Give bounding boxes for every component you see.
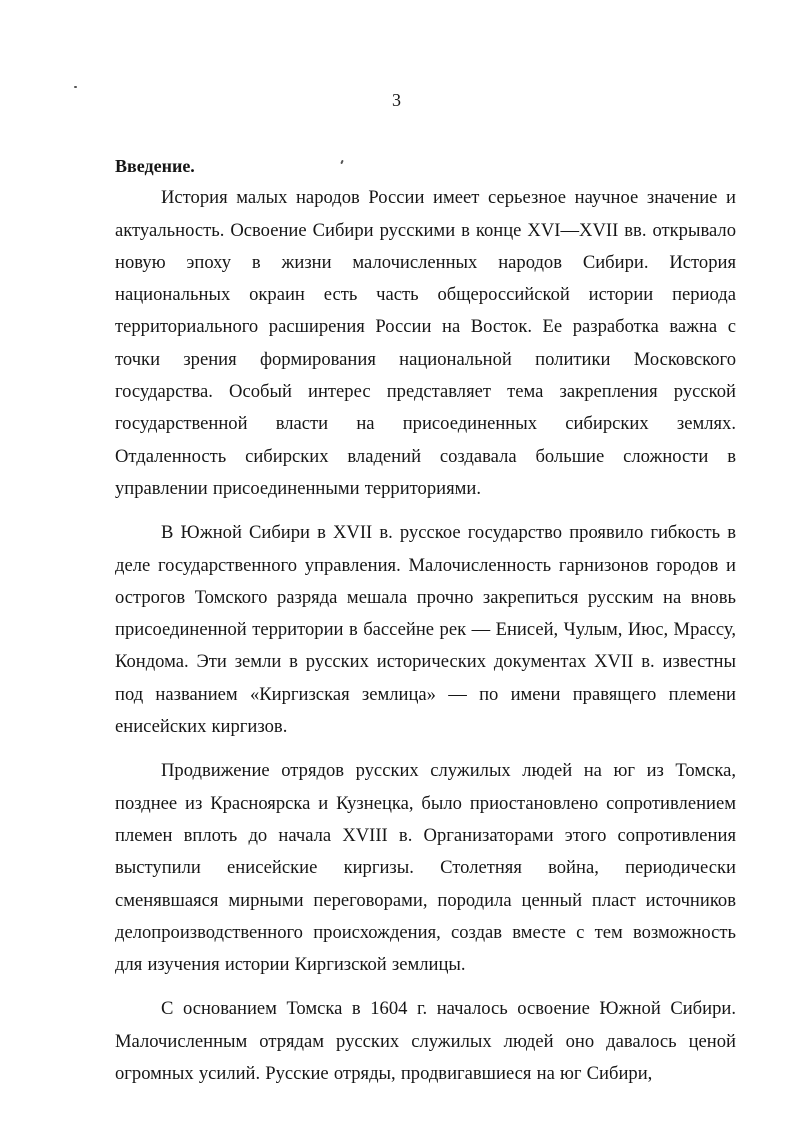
paragraph: В Южной Сибири в XVII в. русское государство проявило гибкость в деле государственного управления. Малочисленность гарнизонов городов и острогов Томского разряда мешала прочно закрепиться русским на вновь присоединенной территории в бассейне рек — Енисей, Чулым, Июс, Мрассу, Кондома. Эти земли в русских исторических документах XVII в. известны под названием «Киргизская землица» — по имени правящего племени енисейских киргизов.: [115, 522, 736, 738]
paragraph: Продвижение отрядов русских служилых людей на юг из Томска, позднее из Красноярска и Кузнецка, было приостановлено сопротивлением племен вплоть до начала XVIII в. Организаторами этого сопротивления выступили енисейские киргизы. Столетняя война, периодически сменявшаяся мирными переговорами, породила ценный пласт источников делопроизводственного происхождения, создав вместе с тем возможность для изучения истории Киргизской землицы.: [115, 760, 736, 976]
page-number: 3: [392, 90, 401, 110]
paragraph: С основанием Томска в 1604 г. началось освоение Южной Сибири. Малочисленным отрядам русских служилых людей оно давалось ценой огромных усилий. Русские отряды, продвигавшиеся на юг Сибири,: [115, 998, 736, 1085]
document-body: [115, 150, 736, 1090]
section-heading: Введение.: [115, 156, 195, 176]
paragraph: История малых народов России имеет серьезное научное значение и актуальность. Освоение Сибири русскими в конце XVI—XVII вв. открывало новую эпоху в жизни малочисленных народов Сибири. История национальных окраин есть часть общероссийской истории периода территориального расширения России на Восток. Ее разработка важна с точки зрения формирования национальной политики Московского государства. Особый интерес представляет тема закрепления русской государственной власти на присоединенных сибирских землях. Отдаленность сибирских владений создавала большие сложности в управлении присоединенными территориями.: [115, 187, 736, 499]
